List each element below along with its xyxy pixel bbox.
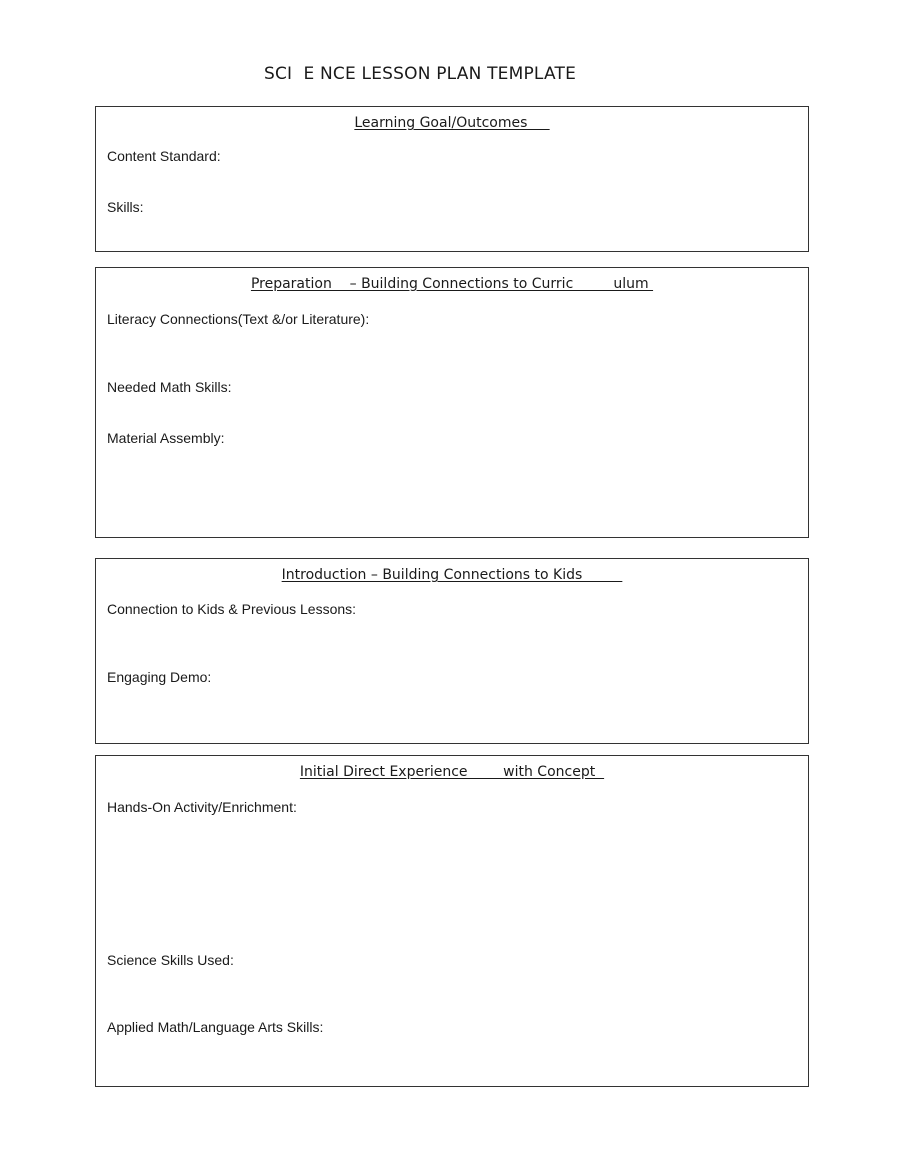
document-title: SCI E NCE LESSON PLAN TEMPLATE bbox=[263, 64, 577, 84]
content-standard-label: Content Standard: bbox=[107, 148, 221, 164]
learning-goal-heading: Learning Goal/Outcomes bbox=[354, 115, 550, 131]
preparation-section bbox=[95, 267, 809, 538]
engaging-demo-label: Engaging Demo: bbox=[107, 669, 212, 685]
hands-on-activity-label: Hands-On Activity/Enrichment: bbox=[107, 799, 297, 815]
introduction-heading: Introduction – Building Connections to Kids bbox=[281, 567, 623, 583]
needed-math-skills-label: Needed Math Skills: bbox=[107, 379, 232, 395]
preparation-heading: Preparation – Building Connections to Curric ulum bbox=[250, 276, 654, 292]
science-skills-used-label: Science Skills Used: bbox=[107, 952, 234, 968]
learning-goal-section bbox=[95, 106, 809, 252]
introduction-section bbox=[95, 558, 809, 744]
skills-label: Skills: bbox=[107, 199, 144, 215]
initial-experience-heading: Initial Direct Experience with Concept bbox=[299, 764, 605, 780]
applied-math-language-arts-label: Applied Math/Language Arts Skills: bbox=[107, 1019, 324, 1035]
material-assembly-label: Material Assembly: bbox=[107, 430, 225, 446]
connection-to-kids-label: Connection to Kids & Previous Lessons: bbox=[107, 601, 357, 617]
initial-experience-section bbox=[95, 755, 809, 1087]
literacy-connections-label: Literacy Connections(Text &/or Literature): bbox=[107, 311, 370, 327]
